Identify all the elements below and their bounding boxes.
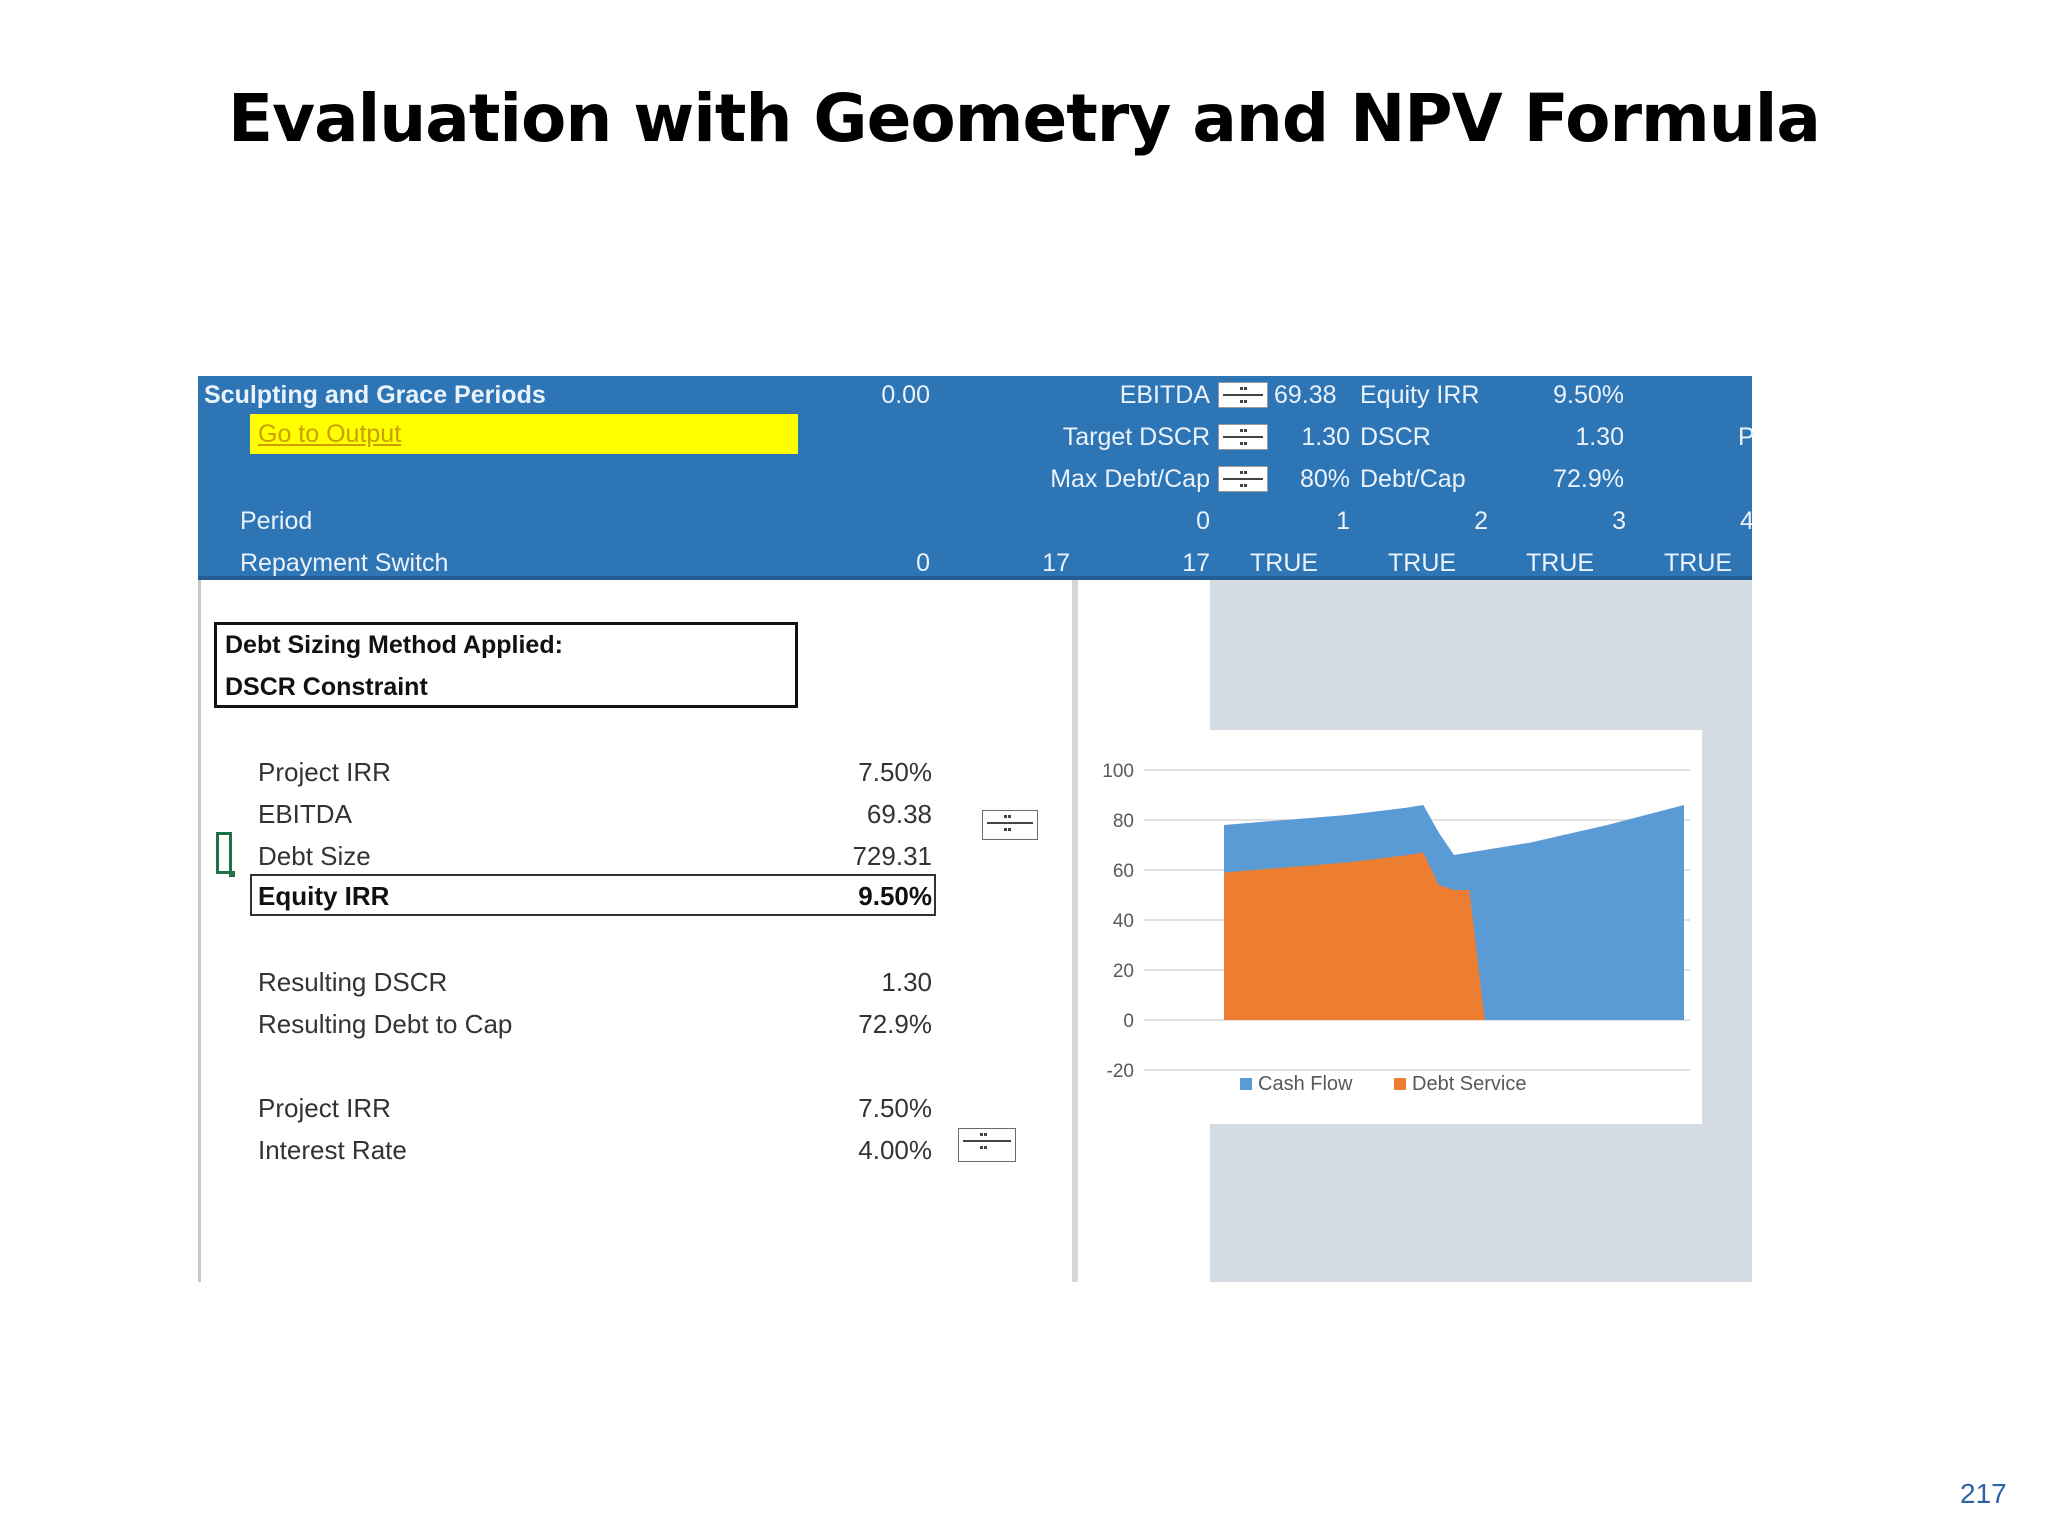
- page-number: 217: [1960, 1478, 2007, 1509]
- resulting-dscr-label: Resulting DSCR: [258, 967, 448, 997]
- target-dscr-spinner-icon[interactable]: [1218, 424, 1268, 450]
- repayment-value-b: 17: [1042, 549, 1070, 577]
- ebitda-spinner-icon[interactable]: [1218, 382, 1268, 408]
- period-2: 2: [1474, 507, 1488, 535]
- method-heading: Debt Sizing Method Applied:: [225, 631, 563, 659]
- target-dscr-value: 1.30: [1301, 423, 1350, 451]
- project-irr-value[interactable]: 7.50%: [858, 757, 932, 787]
- debt-size-value[interactable]: 729.31: [852, 841, 932, 871]
- legend-entry: Debt Service: [1412, 1073, 1527, 1095]
- ebitda-value[interactable]: 69.38: [866, 799, 932, 829]
- equity-irr-label: Equity IRR: [258, 881, 390, 911]
- target-dscr-label: Target DSCR: [1062, 423, 1210, 451]
- period-0: 0: [1196, 507, 1210, 535]
- resulting-dscr-value[interactable]: 1.30: [881, 967, 932, 997]
- clipped-header-cell: P: [1738, 423, 1755, 451]
- dscr-header-label: DSCR: [1360, 423, 1431, 451]
- debt-cap-header-label: Debt/Cap: [1360, 465, 1466, 493]
- debt-sizing-method-box[interactable]: [214, 622, 798, 708]
- cash-flow-chart[interactable]: [1078, 730, 1702, 1124]
- equity-irr-header-value: 9.50%: [1553, 381, 1624, 409]
- repayment-value-a: 0: [916, 549, 930, 577]
- resulting-debt-cap-label: Resulting Debt to Cap: [258, 1009, 513, 1039]
- project-irr-value-2[interactable]: 7.50%: [858, 1093, 932, 1123]
- dscr-header-value: 1.30: [1575, 423, 1624, 451]
- legend-swatch: [1240, 1078, 1252, 1090]
- chart-svg: [1078, 730, 1702, 1124]
- equity-irr-value[interactable]: 9.50%: [858, 881, 932, 911]
- active-cell-cursor[interactable]: [216, 832, 232, 874]
- repayment-value-c: 17: [1182, 549, 1210, 577]
- period-label: Period: [240, 507, 313, 535]
- ebitda-header-value: 69.38: [1274, 381, 1337, 409]
- sheet-left-border: [198, 580, 201, 1282]
- go-to-output-link[interactable]: Go to Output: [250, 414, 798, 454]
- y-tick-label: -20: [1106, 1061, 1134, 1082]
- repayment-switch-label: Repayment Switch: [240, 549, 449, 577]
- ebitda-label: EBITDA: [258, 799, 352, 829]
- period-3: 3: [1612, 507, 1626, 535]
- section-value: 0.00: [881, 381, 930, 409]
- y-tick-label: 60: [1112, 861, 1134, 882]
- interest-rate-label: Interest Rate: [258, 1135, 407, 1165]
- y-tick-label: 0: [1123, 1011, 1134, 1032]
- max-debt-cap-spinner-icon[interactable]: [1218, 466, 1268, 492]
- section-title: Sculpting and Grace Periods: [204, 381, 546, 409]
- interest-rate-value[interactable]: 4.00%: [858, 1135, 932, 1165]
- repayment-flag-2: TRUE: [1388, 549, 1457, 577]
- legend-swatch: [1394, 1078, 1406, 1090]
- debt-cap-header-value: 72.9%: [1553, 465, 1624, 493]
- project-irr-label-2: Project IRR: [258, 1093, 391, 1123]
- max-debt-cap-value: 80%: [1299, 465, 1350, 493]
- resulting-debt-cap-value[interactable]: 72.9%: [858, 1009, 932, 1039]
- repayment-flag-1: TRUE: [1250, 549, 1319, 577]
- repayment-flag-3: TRUE: [1526, 549, 1595, 577]
- ebitda-header-label: EBITDA: [1119, 381, 1210, 409]
- method-value: DSCR Constraint: [225, 673, 428, 701]
- y-tick-label: 80: [1112, 811, 1134, 832]
- ebitda-spinner-icon[interactable]: [982, 810, 1038, 840]
- period-4: 4: [1740, 507, 1754, 535]
- legend-entry: Cash Flow: [1258, 1073, 1353, 1095]
- repayment-flag-4: TRUE: [1664, 549, 1733, 577]
- slide-title: Evaluation with Geometry and NPV Formula: [228, 80, 1820, 157]
- debt-size-label: Debt Size: [258, 841, 371, 871]
- period-1: 1: [1336, 507, 1350, 535]
- y-tick-label: 20: [1112, 961, 1134, 982]
- y-tick-label: 100: [1102, 761, 1134, 782]
- interest-rate-spinner-icon[interactable]: [958, 1128, 1016, 1162]
- y-tick-label: 40: [1112, 911, 1134, 932]
- max-debt-cap-label: Max Debt/Cap: [1050, 465, 1210, 493]
- project-irr-label: Project IRR: [258, 757, 391, 787]
- equity-irr-header-label: Equity IRR: [1360, 381, 1480, 409]
